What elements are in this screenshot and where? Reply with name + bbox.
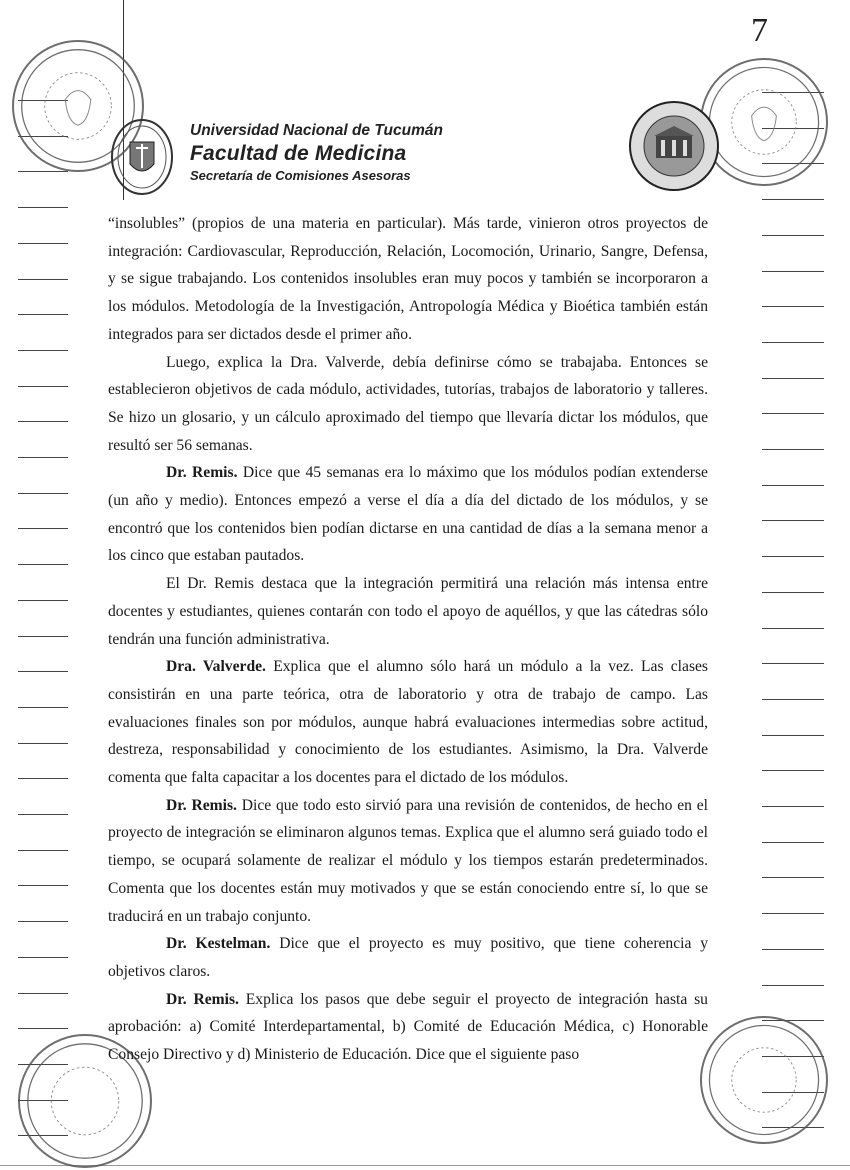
margin-rule-line — [762, 235, 824, 236]
margin-rule-line — [18, 885, 68, 886]
margin-rule-line — [762, 663, 824, 664]
margin-rule-line — [762, 628, 824, 629]
margin-rule-line — [18, 707, 68, 708]
page-number: 7 — [751, 12, 768, 49]
paragraph-text: Luego, explica la Dra. Valverde, debía definirse cómo se trabajaba. Entonces se establecieron objetivos de cada módulo, actividades, tutorías, trabajos de laboratorio y talleres. Se hizo un glosario, y un cálculo aproximado del tiempo que llevaría dictar los módulos, que resultó ser 56 semanas. — [108, 353, 708, 454]
margin-rule-line — [762, 735, 824, 736]
university-name: Universidad Nacional de Tucumán — [190, 122, 443, 139]
paragraph — [108, 459, 708, 570]
margin-rule-line — [18, 921, 68, 922]
margin-rule-line — [762, 413, 824, 414]
paragraph-text: Dice que todo esto sirvió para una revisión de contenidos, de hecho en el proyecto de integración se eliminaron algunos temas. Explica que el alumno será guiado todo el tiempo, se ocupará solamente de realizar el módulo y los tiempos estarán predeterminados. Comenta que los docentes están muy motivados y que se están conociendo entre sí, lo que se traducirá en un trabajo conjunto. — [108, 796, 708, 925]
margin-rule-line — [762, 306, 824, 307]
margin-rule-line — [762, 485, 824, 486]
margin-rule-line — [762, 699, 824, 700]
margin-rule-line — [762, 556, 824, 557]
margin-rule-line — [18, 386, 68, 387]
margin-rule-line — [18, 743, 68, 744]
margin-rule-line — [18, 636, 68, 637]
speaker-name: Dra. Valverde. — [166, 658, 266, 676]
margin-rule-line — [18, 243, 68, 244]
minutes-body — [108, 210, 708, 1069]
margin-rule-line — [18, 528, 68, 529]
university-crest-icon — [110, 118, 174, 196]
paragraph-text: Explica que el alumno sólo hará un módulo a la vez. Las clases consistirán en una parte teórica, otra de laboratorio y otra de trabajo de campo. Las evaluaciones finales son por módulos, aunque habrá evaluaciones intermedias sobre actitud, destreza, responsabilidad y conocimiento de los estudiantes. Asimismo, la Dra. Valverde comenta que falta capacitar a los docentes para el dictado de los módulos. — [108, 658, 708, 787]
speaker-name: Dr. Remis. — [166, 796, 237, 814]
paragraph-text: Dice que 45 semanas era lo máximo que los módulos podían extenderse (un año y medio). Entonces empezó a verse el día a día del dictado de los módulos, y se encontró que los contenidos bien podían dictarse en una cantidad de días a la semana menor a los cinco que estaban pautados. — [108, 464, 708, 565]
margin-rule-line — [762, 913, 824, 914]
margin-rule-line — [18, 1028, 68, 1029]
paragraph-text: El Dr. Remis destaca que la integración permitirá una relación más intensa entre docentes y estudiantes, quienes contarán con todo el apoyo de aquéllos, y que las cátedras sólo tendrán una función administrativa. — [108, 575, 708, 648]
margin-rule-line — [762, 985, 824, 986]
paragraph — [108, 349, 708, 460]
paragraph — [108, 792, 708, 931]
margin-rule-line — [18, 850, 68, 851]
faculty-name: Facultad de Medicina — [190, 142, 407, 165]
margin-rule-line — [18, 671, 68, 672]
paragraph — [108, 930, 708, 985]
paragraph-text: Explica los pasos que debe seguir el proyecto de integración hasta su aprobación: a) Comité Interdepartamental, b) Comité de Educación Médica, c) Honorable Consejo Directivo y d) Ministerio de Educación. Dice que el siguiente paso — [108, 990, 708, 1064]
margin-rule-line — [18, 957, 68, 958]
margin-rule-line — [762, 877, 824, 878]
margin-rule-line — [18, 457, 68, 458]
margin-rule-line — [18, 778, 68, 779]
margin-rule-line — [762, 378, 824, 379]
margin-rule-line — [762, 342, 824, 343]
secretariat-seal — [628, 100, 720, 192]
margin-rule-line — [762, 592, 824, 593]
margin-rule-line — [762, 770, 824, 771]
paragraph — [108, 210, 708, 349]
paragraph-text: Dice que el proyecto es muy positivo, que tiene coherencia y objetivos claros. — [108, 935, 709, 980]
margin-rule-line — [18, 493, 68, 494]
margin-rule-line — [18, 314, 68, 315]
left-margin-rules — [18, 0, 68, 1170]
paragraph — [108, 653, 708, 792]
speaker-name: Dr. Remis. — [166, 990, 239, 1008]
paragraph — [108, 570, 708, 653]
margin-rule-line — [18, 350, 68, 351]
margin-rule-line — [762, 949, 824, 950]
margin-rule-line — [18, 207, 68, 208]
margin-rule-line — [18, 279, 68, 280]
paragraph — [108, 986, 708, 1069]
margin-rule-line — [18, 421, 68, 422]
margin-rule-line — [762, 806, 824, 807]
speaker-name: Dr. Remis. — [166, 464, 238, 482]
margin-rule-line — [762, 199, 824, 200]
margin-rule-line — [762, 842, 824, 843]
margin-rule-line — [762, 449, 824, 450]
margin-rule-line — [762, 520, 824, 521]
margin-rule-line — [18, 600, 68, 601]
margin-rule-line — [762, 271, 824, 272]
secretariat-name: Secretaría de Comisiones Asesoras — [190, 168, 411, 183]
letterhead — [190, 122, 443, 183]
university-seal-bottom-right — [700, 1016, 828, 1144]
margin-rule-line — [18, 171, 68, 172]
margin-rule-line — [18, 814, 68, 815]
paragraph-text: “insolubles” (propios de una materia en particular). Más tarde, vinieron otros proyectos de integración: Cardiovascular, Reproducción, Relación, Locomoción, Urinario, Sangre, Defensa, y se sigue trabajando. Los contenidos insolubles eran muy pocos y también se incorporaron a los módulos. Metodología de la Investigación, Antropología Médica y Bioética también están integrados para ser dictados desde el primer año. — [108, 215, 708, 343]
margin-rule-line — [18, 564, 68, 565]
speaker-name: Dr. Kestelman. — [166, 935, 271, 953]
margin-rule-line — [18, 993, 68, 994]
